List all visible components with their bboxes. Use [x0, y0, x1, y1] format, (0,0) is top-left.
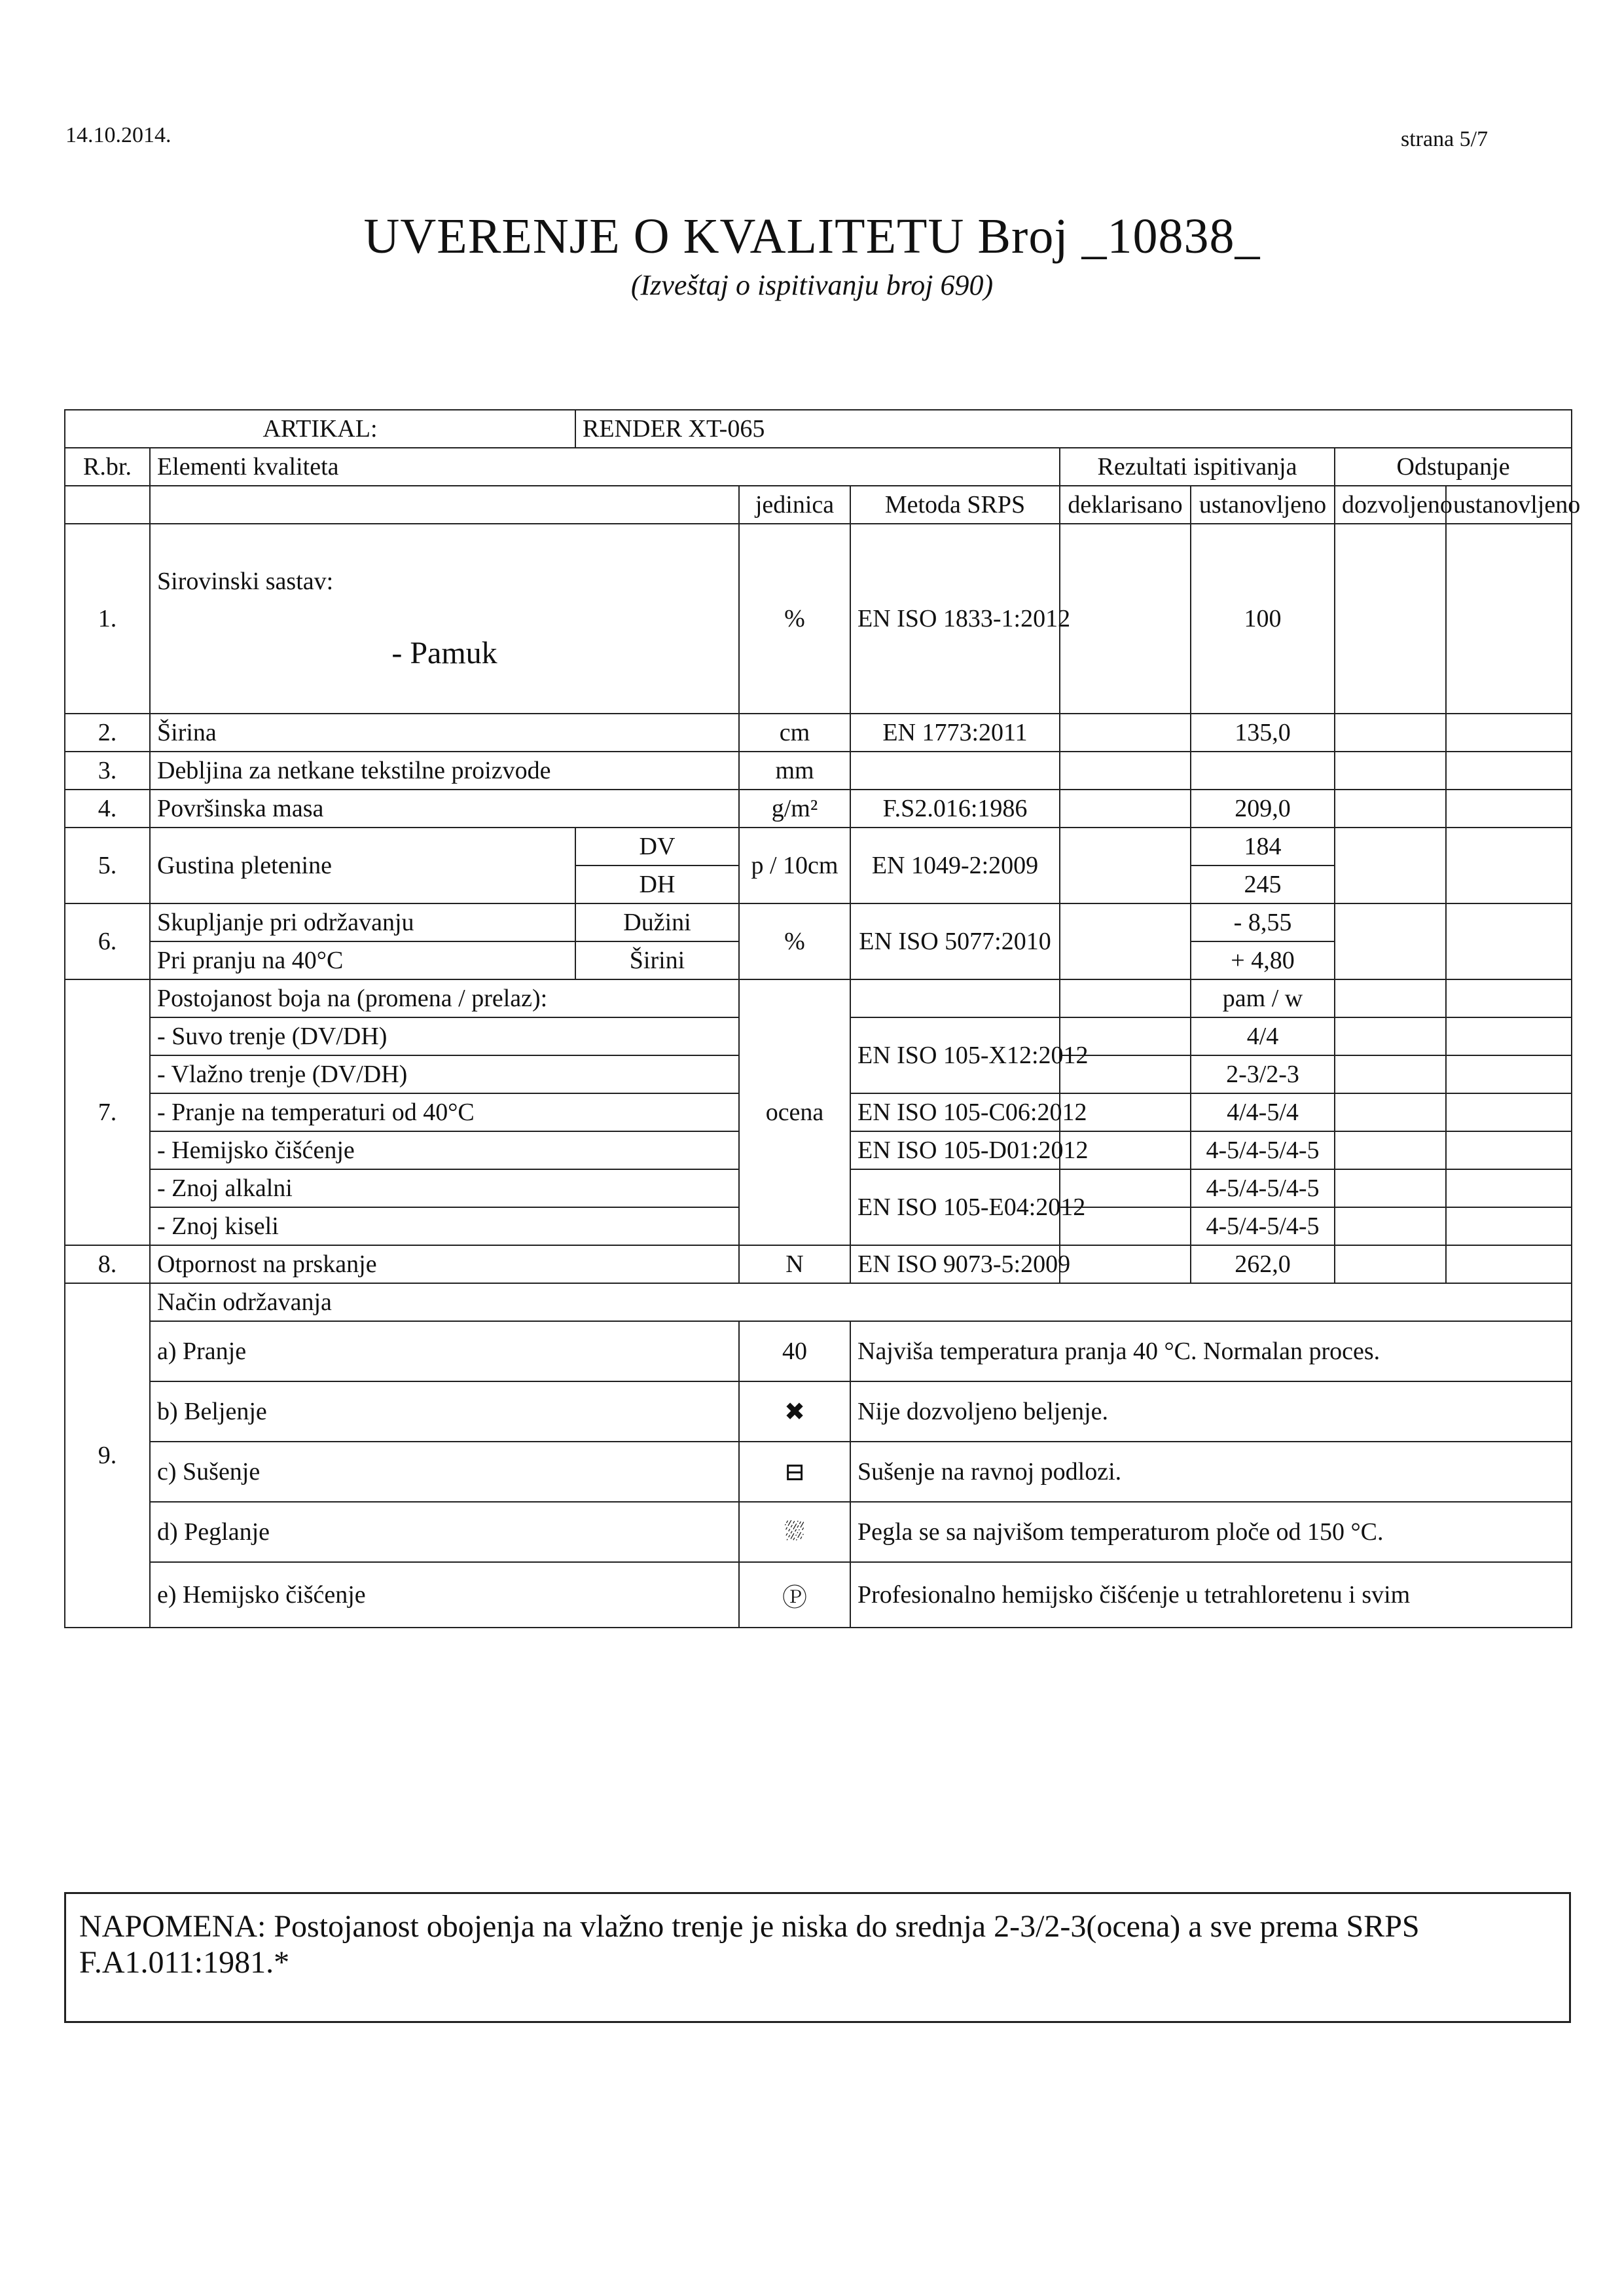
row-number: 3.	[65, 752, 150, 790]
row-method: EN ISO 105-E04:2012	[850, 1169, 1060, 1245]
row-value: pam / w	[1191, 979, 1335, 1017]
row-2	[65, 714, 1572, 752]
care-row	[65, 1321, 1572, 1381]
professional-dry-clean-p-icon: Ⓟ	[739, 1562, 850, 1628]
artikal-row	[65, 410, 1572, 448]
col-elements: Elementi kvaliteta	[150, 448, 1060, 486]
row-label: - Hemijsko čišćenje	[150, 1131, 739, 1169]
col-results: Rezultati ispitivanja	[1060, 448, 1335, 486]
no-bleach-icon: ✖	[739, 1381, 850, 1442]
row-value-a: - 8,55	[1191, 903, 1335, 941]
row-number: 4.	[65, 790, 150, 828]
row-unit: mm	[739, 752, 850, 790]
col-unit: jedinica	[739, 486, 850, 524]
row-value: 209,0	[1191, 790, 1335, 828]
row-value: 135,0	[1191, 714, 1335, 752]
row-unit: %	[739, 903, 850, 979]
row-method: F.S2.016:1986	[850, 790, 1060, 828]
care-label: a) Pranje	[150, 1321, 739, 1381]
row-sub-a: Dužini	[575, 903, 739, 941]
row-8	[65, 1245, 1572, 1283]
row-method: EN 1049-2:2009	[850, 828, 1060, 903]
column-header-row	[65, 448, 1572, 486]
row-unit: N	[739, 1245, 850, 1283]
row-sublabel: - Pamuk	[391, 635, 497, 670]
col-method: Metoda SRPS	[850, 486, 1060, 524]
note-box	[64, 1892, 1571, 2023]
row-sub-b: DH	[575, 866, 739, 903]
report-date: 14.10.2014.	[65, 123, 171, 147]
col-deviation: Odstupanje	[1335, 448, 1572, 486]
row-method: EN ISO 5077:2010	[850, 903, 1060, 979]
row-unit: p / 10cm	[739, 828, 850, 903]
row-number: 8.	[65, 1245, 150, 1283]
care-label: d) Peglanje	[150, 1502, 739, 1562]
row-label: Skupljanje pri održavanju	[150, 903, 575, 941]
row-number: 5.	[65, 828, 150, 903]
care-row	[65, 1562, 1572, 1628]
col-declared: deklarisano	[1060, 486, 1191, 524]
row-number: 1.	[65, 524, 150, 714]
dry-flat-icon: ⊟	[739, 1442, 850, 1502]
row-sub-a: DV	[575, 828, 739, 866]
row-value: 4/4-5/4	[1191, 1093, 1335, 1131]
row-method: EN ISO 1833-1:2012	[850, 524, 1060, 714]
row-method: EN 1773:2011	[850, 714, 1060, 752]
row-value: 4-5/4-5/4-5	[1191, 1207, 1335, 1245]
care-text: Profesionalno hemijsko čišćenje u tetrahloretenu i svim	[850, 1562, 1572, 1628]
care-row	[65, 1502, 1572, 1562]
col-rbr: R.br.	[65, 448, 150, 486]
row-label: - Pranje na temperaturi od 40°C	[150, 1093, 739, 1131]
care-text: Sušenje na ravnoj podlozi.	[850, 1442, 1572, 1502]
care-row	[65, 1442, 1572, 1502]
document-title: UVERENJE O KVALITETU Broj _10838_	[363, 209, 1261, 264]
care-label: e) Hemijsko čišćenje	[150, 1562, 739, 1628]
row-number: 9.	[65, 1283, 150, 1628]
row-value-a: 184	[1191, 828, 1335, 866]
care-row	[65, 1381, 1572, 1442]
col-found-dev: ustanovljeno	[1446, 486, 1572, 524]
row-label: - Znoj kiseli	[150, 1207, 739, 1245]
page-number: strana 5/7	[1401, 127, 1489, 151]
row-label: Gustina pletenine	[150, 828, 575, 903]
col-found: ustanovljeno	[1191, 486, 1335, 524]
row-number: 2.	[65, 714, 150, 752]
row-label: Površinska masa	[150, 790, 739, 828]
row-method: EN ISO 105-C06:2012	[850, 1093, 1060, 1131]
iron-150-icon: ⛆	[739, 1502, 850, 1562]
row-method: EN ISO 105-D01:2012	[850, 1131, 1060, 1169]
row-4	[65, 790, 1572, 828]
row-unit: g/m²	[739, 790, 850, 828]
row-5a	[65, 828, 1572, 866]
row-number: 7.	[65, 979, 150, 1245]
row-label: Debljina za netkane tekstilne proizvode	[150, 752, 739, 790]
care-text: Najviša temperatura pranja 40 °C. Normalan proces.	[850, 1321, 1572, 1381]
care-label: b) Beljenje	[150, 1381, 739, 1442]
document-subtitle: (Izveštaj o ispitivanju broj 690)	[630, 269, 994, 301]
row-unit: %	[739, 524, 850, 714]
row-value-b: 245	[1191, 866, 1335, 903]
row-label: Otpornost na prskanje	[150, 1245, 739, 1283]
row-unit: cm	[739, 714, 850, 752]
row-label-2: Pri pranju na 40°C	[150, 941, 575, 979]
row-label: Širina	[150, 714, 739, 752]
row-value: 2-3/2-3	[1191, 1055, 1335, 1093]
care-text: Pegla se sa najvišom temperaturom ploče od 150 °C.	[850, 1502, 1572, 1562]
row-method: EN ISO 105-X12:2012	[850, 1017, 1060, 1093]
artikal-value: RENDER XT-065	[575, 410, 1572, 448]
row-value: 4-5/4-5/4-5	[1191, 1131, 1335, 1169]
row-value: 100	[1191, 524, 1335, 714]
row-label: Način održavanja	[150, 1283, 1572, 1321]
row-label: - Suvo trenje (DV/DH)	[150, 1017, 739, 1055]
row-1	[65, 524, 1572, 714]
note-text: NAPOMENA: Postojanost obojenja na vlažno trenje je niska do srednja 2-3/2-3(ocena) a sve prema SRPS F.A1.011:1981.*	[79, 1909, 1420, 1980]
care-label: c) Sušenje	[150, 1442, 739, 1502]
row-value-b: + 4,80	[1191, 941, 1335, 979]
row-value: 4/4	[1191, 1017, 1335, 1055]
row-value: 262,0	[1191, 1245, 1335, 1283]
row-9-head	[65, 1283, 1572, 1321]
row-number: 6.	[65, 903, 150, 979]
row-value: 4-5/4-5/4-5	[1191, 1169, 1335, 1207]
row-6a	[65, 903, 1572, 941]
wash-40-icon: 40	[739, 1321, 850, 1381]
row-label: Sirovinski sastav:	[157, 567, 334, 595]
row-sub-b: Širini	[575, 941, 739, 979]
quality-table	[64, 409, 1581, 1628]
col-allowed: dozvoljeno	[1335, 486, 1446, 524]
artikal-label: ARTIKAL:	[65, 410, 575, 448]
subheader-row	[65, 486, 1572, 524]
row-label: - Znoj alkalni	[150, 1169, 739, 1207]
row-3	[65, 752, 1572, 790]
row-unit: ocena	[739, 979, 850, 1245]
care-text: Nije dozvoljeno beljenje.	[850, 1381, 1572, 1442]
row-label: - Vlažno trenje (DV/DH)	[150, 1055, 739, 1093]
row-label: Postojanost boja na (promena / prelaz):	[150, 979, 739, 1017]
row-method: EN ISO 9073-5:2009	[850, 1245, 1060, 1283]
row-7-0	[65, 979, 1572, 1017]
